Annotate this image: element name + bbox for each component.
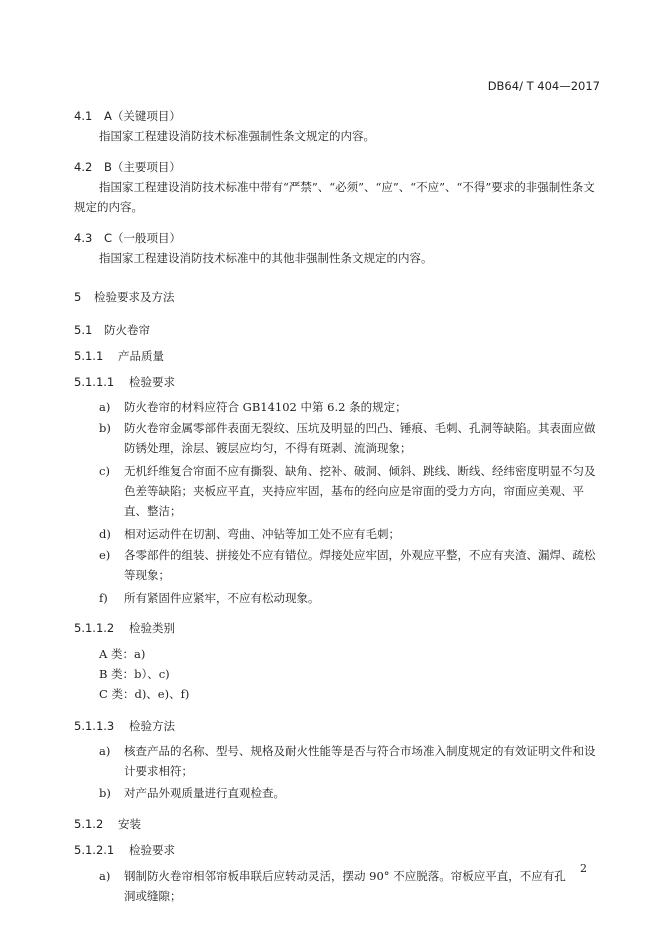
category-a: A 类：a) bbox=[99, 647, 146, 661]
heading-5-1-1: 5.1.1 产品质量 bbox=[74, 349, 164, 363]
paragraph-4-3: 指国家工程建设消防技术标准中的其他非强制性条文规定的内容。 bbox=[99, 251, 433, 265]
category-b: B 类：b）、c) bbox=[99, 667, 170, 681]
heading-5-1-2-1: 5.1.2.1 检验要求 bbox=[74, 843, 175, 857]
paragraph-4-2: 指国家工程建设消防技术标准中带有“严禁”、“必须”、“应”、“不应”、“不得”要求的非强制性条文规定的内容。 bbox=[74, 180, 595, 214]
heading-5-1-1-3: 5.1.1.3 检验方法 bbox=[74, 719, 175, 733]
category-c: C 类：d)、e)、f) bbox=[99, 687, 190, 701]
document-code: DB64/ T 404—2017 bbox=[487, 79, 600, 93]
page-number: 2 bbox=[580, 862, 587, 875]
heading-4-3: 4.3 C（一般项目） bbox=[74, 231, 182, 245]
heading-5-1-1-2: 5.1.1.2 检验类别 bbox=[74, 621, 175, 635]
heading-5-1: 5.1 防火卷帘 bbox=[74, 323, 150, 337]
heading-4-1: 4.1 A（关键项目） bbox=[74, 109, 181, 123]
heading-5-1-2: 5.1.2 安装 bbox=[74, 817, 141, 831]
heading-5-1-1-1: 5.1.1.1 检验要求 bbox=[74, 375, 175, 389]
heading-5: 5 检验要求及方法 bbox=[74, 290, 175, 304]
paragraph-4-1: 指国家工程建设消防技术标准强制性条文规定的内容。 bbox=[99, 129, 375, 143]
heading-4-2: 4.2 B（主要项目） bbox=[74, 160, 181, 174]
